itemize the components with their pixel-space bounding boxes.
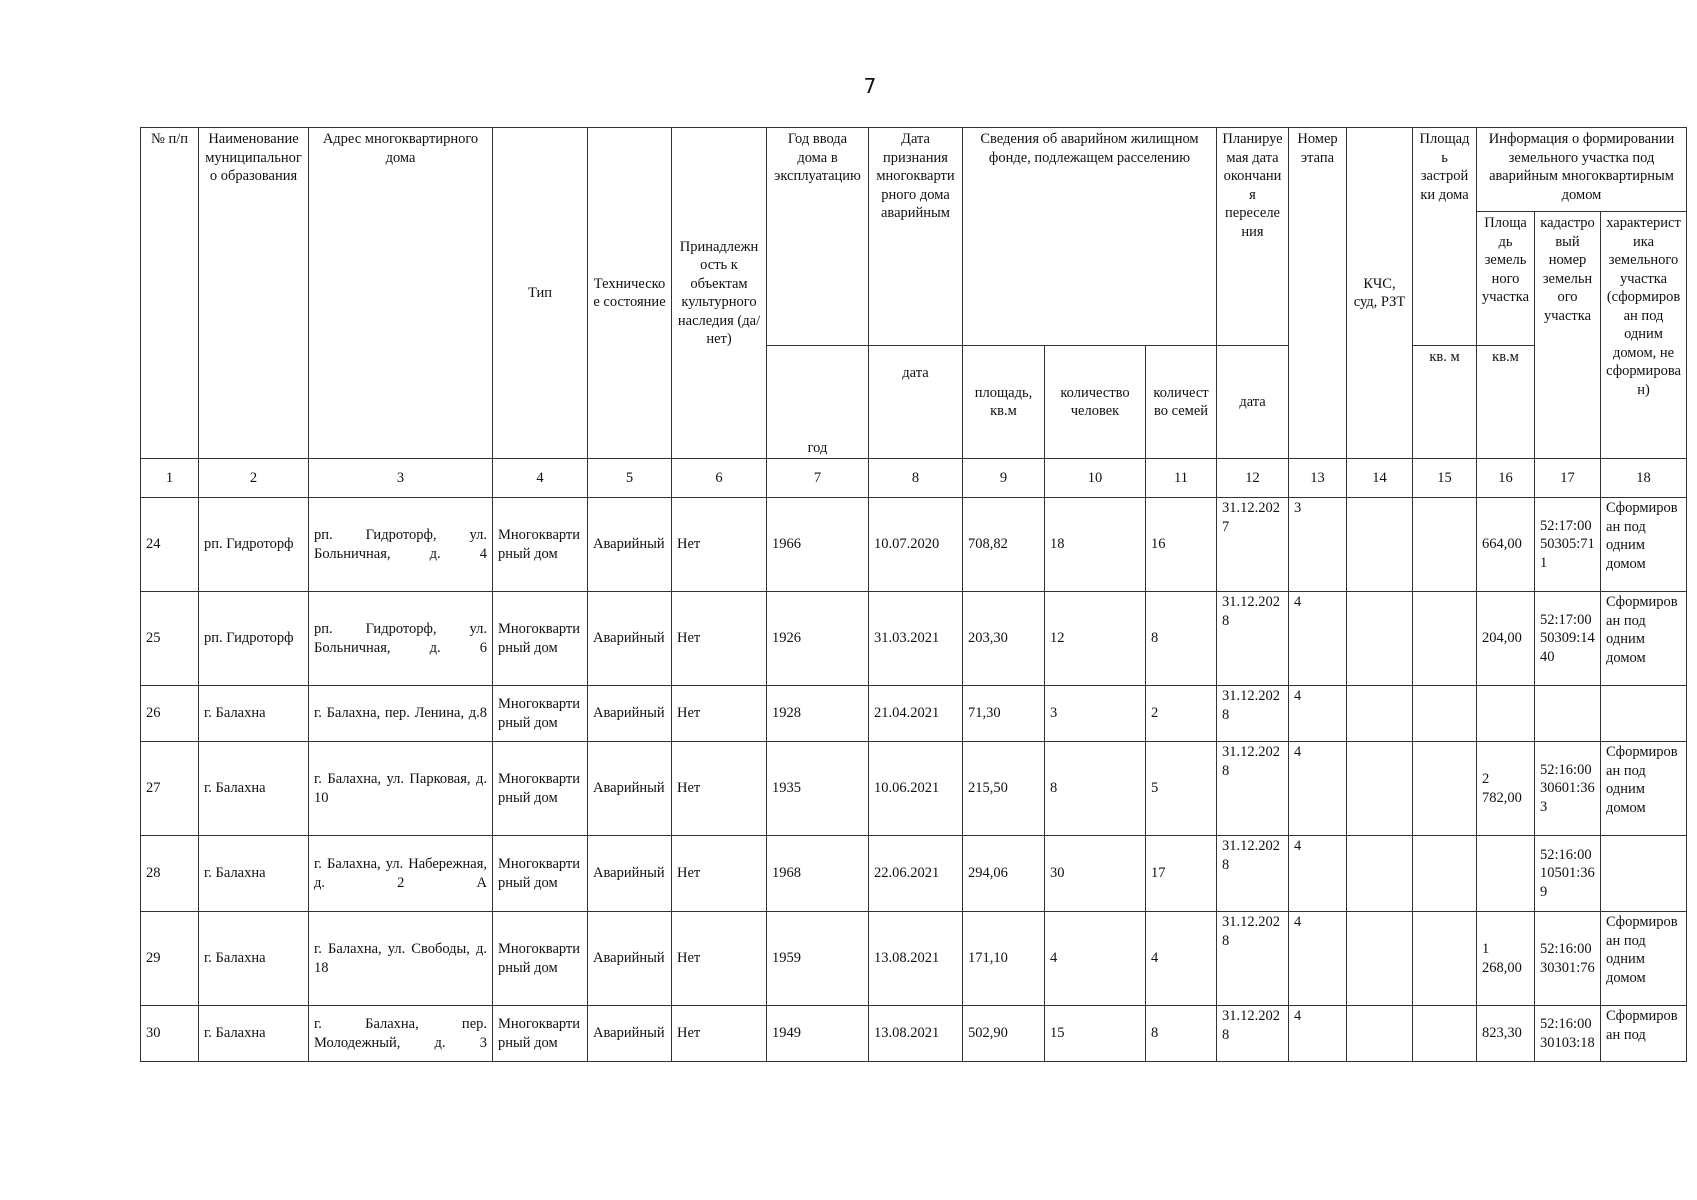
cell-land-area: 664,00 [1477,498,1535,592]
cell-address: г. Балахна, пер. Молодежный, д. 3 [309,1006,493,1062]
col-num: 13 [1289,459,1347,498]
cell-families: 16 [1146,498,1217,592]
cell-end-date: 31.12.2028 [1217,1006,1289,1062]
cell-year: 1928 [767,686,869,742]
cell-type: Многоквартирный дом [493,912,588,1006]
header-num: № п/п [141,128,199,459]
cell-type: Многоквартирный дом [493,498,588,592]
cell-state: Аварийный [588,1006,672,1062]
cell-heritage: Нет [672,592,767,686]
cell-date: 21.04.2021 [869,686,963,742]
cell-people: 12 [1045,592,1146,686]
col-num: 8 [869,459,963,498]
unit-area: площадь, кв.м [963,346,1045,459]
cell-address: рп. Гидроторф, ул. Больничная, д. 4 [309,498,493,592]
header-recognition-date: Дата признания многоквартирного дома аварийным [869,128,963,346]
cell-land-char [1601,686,1687,742]
col-num: 7 [767,459,869,498]
cell-cadastral: 52:16:0030601:363 [1535,742,1601,836]
cell-kchs [1347,686,1413,742]
cell-stage: 4 [1289,836,1347,912]
cell-stage: 3 [1289,498,1347,592]
cell-area: 294,06 [963,836,1045,912]
cell-land-char: Сформирован под [1601,1006,1687,1062]
cell-building-area [1413,686,1477,742]
cell-address: рп. Гидроторф, ул. Больничная, д. 6 [309,592,493,686]
unit-people: количество человек [1045,346,1146,459]
col-num: 17 [1535,459,1601,498]
table-row [141,592,1687,686]
cell-address: г. Балахна, ул. Свободы, д. 18 [309,912,493,1006]
cell-people: 30 [1045,836,1146,912]
cell-heritage: Нет [672,836,767,912]
cell-state: Аварийный [588,742,672,836]
cell-address: г. Балахна, ул. Набережная, д. 2 А [309,836,493,912]
cell-kchs [1347,1006,1413,1062]
table-row [141,1006,1687,1062]
cell-area: 502,90 [963,1006,1045,1062]
cell-address: г. Балахна, ул. Парковая, д. 10 [309,742,493,836]
col-num: 11 [1146,459,1217,498]
cell-num: 29 [141,912,199,1006]
header-row-1 [141,128,1687,212]
cell-stage: 4 [1289,912,1347,1006]
cell-cadastral: 52:16:0010501:369 [1535,836,1601,912]
header-address: Адрес многоквартирного дома [309,128,493,459]
header-heritage: Принадлежность к объектам культурного наследия (да/нет) [672,128,767,459]
cell-land-area: 823,30 [1477,1006,1535,1062]
cell-cadastral: 52:17:0050309:1440 [1535,592,1601,686]
cell-people: 18 [1045,498,1146,592]
cell-municipality: рп. Гидроторф [199,498,309,592]
cell-end-date: 31.12.2027 [1217,498,1289,592]
cell-land-area: 204,00 [1477,592,1535,686]
cell-land-area [1477,836,1535,912]
page-number: 7 [863,74,877,98]
col-num: 3 [309,459,493,498]
cell-land-area: 2 782,00 [1477,742,1535,836]
cell-land-area: 1 268,00 [1477,912,1535,1006]
cell-families: 2 [1146,686,1217,742]
cell-land-char [1601,836,1687,912]
cell-land-char: Сформирован под одним домом [1601,498,1687,592]
cell-land-area [1477,686,1535,742]
header-land-char: характеристика земельного участка (сформирован под одним домом, не сформирован) [1601,212,1687,459]
cell-area: 203,30 [963,592,1045,686]
cell-stage: 4 [1289,1006,1347,1062]
cell-state: Аварийный [588,912,672,1006]
header-stage: Номер этапа [1289,128,1347,459]
cell-num: 27 [141,742,199,836]
header-land-info: Информация о формировании земельного участка под аварийным многоквартирным домом [1477,128,1687,212]
cell-kchs [1347,592,1413,686]
emergency-housing-table [140,127,1687,1062]
table-row [141,498,1687,592]
cell-type: Многоквартирный дом [493,686,588,742]
header-building-area: Площадь застройки дома [1413,128,1477,346]
cell-cadastral: 52:16:0030103:18 [1535,1006,1601,1062]
cell-year: 1966 [767,498,869,592]
unit-year: год [767,346,869,459]
cell-building-area [1413,912,1477,1006]
cell-area: 708,82 [963,498,1045,592]
unit-building-area: кв. м [1413,346,1477,459]
header-type: Тип [493,128,588,459]
cell-date: 31.03.2021 [869,592,963,686]
cell-end-date: 31.12.2028 [1217,592,1289,686]
cell-municipality: рп. Гидроторф [199,592,309,686]
unit-families: количество семей [1146,346,1217,459]
cell-kchs [1347,498,1413,592]
col-num: 12 [1217,459,1289,498]
cell-kchs [1347,742,1413,836]
cell-families: 8 [1146,1006,1217,1062]
cell-land-char: Сформирован под одним домом [1601,912,1687,1006]
cell-municipality: г. Балахна [199,1006,309,1062]
cell-end-date: 31.12.2028 [1217,742,1289,836]
cell-heritage: Нет [672,912,767,1006]
cell-land-char: Сформирован под одним домом [1601,592,1687,686]
cell-stage: 4 [1289,686,1347,742]
table-row [141,742,1687,836]
header-kchs: КЧС, суд, РЗТ [1347,128,1413,459]
cell-cadastral: 52:17:0050305:711 [1535,498,1601,592]
cell-kchs [1347,836,1413,912]
column-number-row [141,459,1687,498]
unit-date: дата [869,346,963,459]
cell-building-area [1413,836,1477,912]
cell-people: 3 [1045,686,1146,742]
cell-year: 1926 [767,592,869,686]
cell-families: 8 [1146,592,1217,686]
cell-end-date: 31.12.2028 [1217,836,1289,912]
cell-kchs [1347,912,1413,1006]
cell-year: 1968 [767,836,869,912]
cell-end-date: 31.12.2028 [1217,912,1289,1006]
cell-stage: 4 [1289,742,1347,836]
cell-people: 8 [1045,742,1146,836]
col-num: 9 [963,459,1045,498]
cell-building-area [1413,742,1477,836]
col-num: 4 [493,459,588,498]
table-row [141,836,1687,912]
cell-heritage: Нет [672,742,767,836]
cell-building-area [1413,592,1477,686]
header-tech-state: Техническое состояние [588,128,672,459]
cell-address: г. Балахна, пер. Ленина, д.8 [309,686,493,742]
cell-num: 25 [141,592,199,686]
cell-families: 4 [1146,912,1217,1006]
cell-num: 28 [141,836,199,912]
cell-num: 26 [141,686,199,742]
cell-area: 71,30 [963,686,1045,742]
cell-date: 13.08.2021 [869,912,963,1006]
table-row [141,686,1687,742]
cell-cadastral [1535,686,1601,742]
cell-cadastral: 52:16:0030301:76 [1535,912,1601,1006]
cell-year: 1949 [767,1006,869,1062]
col-num: 5 [588,459,672,498]
col-num: 10 [1045,459,1146,498]
table-row [141,912,1687,1006]
header-year: Год ввода дома в эксплуатацию [767,128,869,346]
cell-state: Аварийный [588,498,672,592]
cell-state: Аварийный [588,592,672,686]
cell-year: 1935 [767,742,869,836]
header-land-area: Площадь земельного участка [1477,212,1535,346]
cell-people: 4 [1045,912,1146,1006]
header-housing-info: Сведения об аварийном жилищном фонде, подлежащем расселению [963,128,1217,346]
col-num: 2 [199,459,309,498]
cell-type: Многоквартирный дом [493,1006,588,1062]
cell-date: 10.06.2021 [869,742,963,836]
cell-area: 171,10 [963,912,1045,1006]
cell-type: Многоквартирный дом [493,836,588,912]
cell-families: 5 [1146,742,1217,836]
cell-municipality: г. Балахна [199,686,309,742]
cell-people: 15 [1045,1006,1146,1062]
cell-date: 22.06.2021 [869,836,963,912]
col-num: 6 [672,459,767,498]
cell-year: 1959 [767,912,869,1006]
col-num: 14 [1347,459,1413,498]
header-planned-end: Планируемая дата окончания переселения [1217,128,1289,346]
cell-state: Аварийный [588,686,672,742]
col-num: 1 [141,459,199,498]
col-num: 18 [1601,459,1687,498]
cell-municipality: г. Балахна [199,742,309,836]
cell-municipality: г. Балахна [199,836,309,912]
cell-municipality: г. Балахна [199,912,309,1006]
cell-heritage: Нет [672,1006,767,1062]
cell-type: Многоквартирный дом [493,592,588,686]
unit-land-area: кв.м [1477,346,1535,459]
cell-building-area [1413,498,1477,592]
cell-state: Аварийный [588,836,672,912]
cell-area: 215,50 [963,742,1045,836]
cell-date: 13.08.2021 [869,1006,963,1062]
col-num: 16 [1477,459,1535,498]
cell-type: Многоквартирный дом [493,742,588,836]
header-cadastral: кадастровый номер земельного участка [1535,212,1601,459]
cell-building-area [1413,1006,1477,1062]
unit-end-date: дата [1217,346,1289,459]
cell-heritage: Нет [672,686,767,742]
cell-date: 10.07.2020 [869,498,963,592]
cell-stage: 4 [1289,592,1347,686]
cell-land-char: Сформирован под одним домом [1601,742,1687,836]
cell-num: 30 [141,1006,199,1062]
cell-end-date: 31.12.2028 [1217,686,1289,742]
col-num: 15 [1413,459,1477,498]
cell-families: 17 [1146,836,1217,912]
cell-num: 24 [141,498,199,592]
header-municipality: Наименование муниципального образования [199,128,309,459]
cell-heritage: Нет [672,498,767,592]
